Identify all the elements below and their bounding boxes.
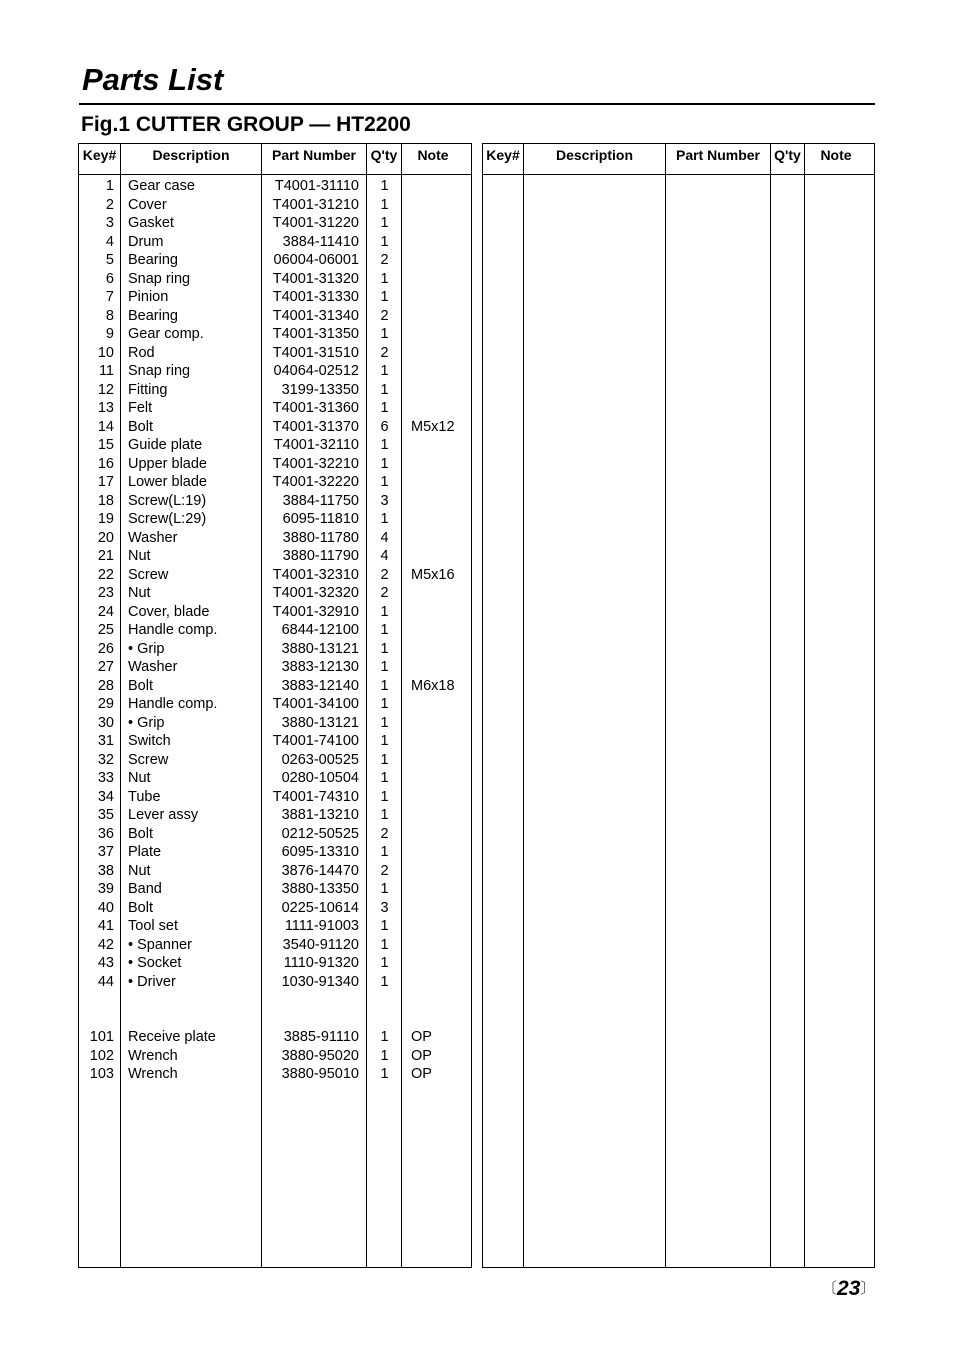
column-divider <box>523 144 524 1267</box>
table-row <box>79 603 471 622</box>
parts-table-left <box>78 143 472 1268</box>
row-description: Nut <box>128 862 151 879</box>
row-key: 23 <box>97 585 114 601</box>
row-qty: 1 <box>380 955 389 971</box>
row-qty: 4 <box>380 529 389 546</box>
row-key: 33 <box>97 770 114 786</box>
row-part-number: T4001-31320 <box>272 270 359 287</box>
row-key: 2 <box>105 196 114 213</box>
row-qty: 1 <box>380 215 389 231</box>
title-rule <box>79 103 875 105</box>
header-part-number: Part Number <box>675 147 761 163</box>
row-qty: 3 <box>380 899 389 916</box>
row-qty: 1 <box>380 363 389 379</box>
row-key: 6 <box>105 270 114 287</box>
row-part-number: 1110-91320 <box>283 955 359 971</box>
row-qty: 2 <box>380 252 389 268</box>
table-row <box>79 288 471 307</box>
row-qty: 1 <box>380 326 389 342</box>
row-note: M5x12 <box>411 418 455 435</box>
row-qty: 3 <box>380 492 389 509</box>
row-description: Screw(L:29) <box>128 511 207 527</box>
table-row <box>79 492 471 511</box>
row-key: 29 <box>97 696 114 712</box>
row-part-number: 6095-11810 <box>282 511 359 527</box>
row-description: Bearing <box>128 307 178 324</box>
table-row <box>79 695 471 714</box>
row-qty: 1 <box>380 511 389 527</box>
row-description: Switch <box>128 733 171 749</box>
row-key: 19 <box>97 511 114 527</box>
row-key: 42 <box>97 936 114 953</box>
row-part-number: 3883-12130 <box>281 659 359 675</box>
row-part-number: T4001-31340 <box>272 307 359 324</box>
row-description: Gear case <box>128 178 195 194</box>
row-part-number: 3880-95010 <box>281 1066 359 1082</box>
column-divider <box>665 144 666 1267</box>
row-qty: 1 <box>380 973 389 990</box>
row-qty: 1 <box>380 622 389 638</box>
row-key: 20 <box>97 529 114 546</box>
row-qty: 1 <box>380 659 389 675</box>
row-description: Bolt <box>128 899 153 916</box>
row-qty: 1 <box>380 807 389 823</box>
table-row <box>79 732 471 751</box>
column-divider <box>770 144 771 1267</box>
row-qty: 2 <box>380 585 389 601</box>
row-description: • Grip <box>128 714 165 731</box>
header-note: Note <box>417 147 449 163</box>
row-part-number: 3884-11750 <box>282 492 359 509</box>
row-key: 4 <box>105 233 114 250</box>
row-part-number: 3881-13210 <box>281 807 359 823</box>
row-qty: 1 <box>380 474 389 490</box>
row-note: M5x16 <box>411 566 455 583</box>
row-part-number: T4001-34100 <box>272 696 359 712</box>
row-key: 16 <box>97 455 114 472</box>
row-part-number: T4001-32220 <box>272 474 359 490</box>
row-description: Lever assy <box>128 807 199 823</box>
row-key: 30 <box>97 714 114 731</box>
row-part-number: 3880-13350 <box>281 881 359 897</box>
row-key: 5 <box>105 252 114 268</box>
row-part-number: T4001-74100 <box>272 733 359 749</box>
row-key: 22 <box>97 566 114 583</box>
row-key: 25 <box>97 622 114 638</box>
row-key: 12 <box>97 381 114 398</box>
row-qty: 2 <box>380 825 389 842</box>
row-part-number: T4001-31370 <box>272 418 359 435</box>
table-row <box>79 566 471 585</box>
table-row <box>79 991 471 1010</box>
row-description: Handle comp. <box>128 696 218 712</box>
table-row <box>79 788 471 807</box>
row-description: Tube <box>128 788 161 805</box>
table-row <box>79 677 471 696</box>
row-key: 37 <box>97 844 114 860</box>
figure-title: Fig.1 CUTTER GROUP — HT2200 <box>81 113 411 136</box>
table-row <box>79 196 471 215</box>
table-row <box>79 177 471 196</box>
row-key: 31 <box>97 733 114 749</box>
row-part-number: T4001-31360 <box>272 400 359 416</box>
row-key: 26 <box>97 640 114 657</box>
row-part-number: T4001-31510 <box>272 344 359 361</box>
table-row <box>79 362 471 381</box>
row-key: 18 <box>97 492 114 509</box>
table-row <box>79 862 471 881</box>
table-row <box>79 344 471 363</box>
row-key: 14 <box>97 418 114 435</box>
row-part-number: T4001-32320 <box>272 585 359 601</box>
table-row <box>79 584 471 603</box>
table-row <box>79 936 471 955</box>
row-description: Snap ring <box>128 363 191 379</box>
table-row <box>79 529 471 548</box>
row-key: 36 <box>97 825 114 842</box>
row-description: Bolt <box>128 677 153 694</box>
row-part-number: T4001-31350 <box>272 326 359 342</box>
header-qty: Q'ty <box>370 147 398 163</box>
row-qty: 1 <box>380 770 389 786</box>
table-row <box>79 510 471 529</box>
row-part-number: 3883-12140 <box>281 677 359 694</box>
row-qty: 1 <box>380 233 389 250</box>
row-key: 7 <box>105 289 114 305</box>
row-description: Gear comp. <box>128 326 204 342</box>
row-part-number: 3885-91110 <box>283 1029 359 1045</box>
row-part-number: 3880-13121 <box>281 640 359 657</box>
header-description: Description <box>555 147 633 163</box>
row-description: Nut <box>128 548 151 564</box>
row-part-number: 3199-13350 <box>281 381 359 398</box>
row-description: Upper blade <box>128 455 207 472</box>
row-description: Guide plate <box>128 437 203 453</box>
row-description: Fitting <box>128 381 168 398</box>
row-qty: 6 <box>380 418 389 435</box>
row-part-number: 1111-91003 <box>284 918 359 934</box>
row-part-number: 1030-91340 <box>281 973 359 990</box>
bracket-right: 〕 <box>860 1280 876 1297</box>
page-number-value: 23 <box>837 1277 861 1300</box>
table-row <box>79 381 471 400</box>
row-qty: 1 <box>380 196 389 213</box>
header-key: Key# <box>82 147 117 163</box>
row-key: 11 <box>98 363 114 379</box>
row-key: 103 <box>89 1066 114 1082</box>
table-row <box>79 658 471 677</box>
row-qty: 1 <box>380 936 389 953</box>
row-description: Plate <box>128 844 162 860</box>
table-row <box>79 1010 471 1029</box>
row-description: Cover, blade <box>128 603 210 620</box>
row-key: 41 <box>97 918 114 934</box>
row-key: 10 <box>97 344 114 361</box>
row-description: • Socket <box>128 955 182 971</box>
row-note: OP <box>411 1029 432 1045</box>
row-key: 39 <box>97 881 114 897</box>
row-qty: 1 <box>380 640 389 657</box>
table-row <box>79 251 471 270</box>
row-key: 101 <box>89 1029 114 1045</box>
row-part-number: T4001-32910 <box>272 603 359 620</box>
row-description: Nut <box>128 585 151 601</box>
row-description: • Driver <box>128 973 176 990</box>
row-part-number: 3880-95020 <box>281 1047 359 1064</box>
row-description: Wrench <box>128 1047 178 1064</box>
row-description: Washer <box>128 529 178 546</box>
table-row <box>79 547 471 566</box>
table-row <box>79 769 471 788</box>
row-key: 43 <box>97 955 114 971</box>
row-key: 9 <box>105 326 114 342</box>
row-description: Bolt <box>128 825 153 842</box>
parts-table-right <box>482 143 875 1268</box>
row-part-number: 3884-11410 <box>282 233 359 250</box>
table-row <box>79 436 471 455</box>
row-qty: 1 <box>380 881 389 897</box>
table-row <box>79 1028 471 1047</box>
row-note: M6x18 <box>411 677 455 694</box>
row-part-number: T4001-31210 <box>272 196 359 213</box>
row-description: • Spanner <box>128 936 192 953</box>
row-part-number: 3540-91120 <box>282 936 359 953</box>
row-qty: 1 <box>380 289 389 305</box>
header-divider <box>483 174 874 175</box>
table-row <box>79 954 471 973</box>
row-part-number: 6095-13310 <box>281 844 359 860</box>
row-part-number: T4001-31330 <box>272 289 359 305</box>
header-description: Description <box>152 147 230 163</box>
row-description: Snap ring <box>128 270 191 287</box>
row-description: Lower blade <box>128 474 207 490</box>
table-row <box>79 880 471 899</box>
table-row <box>79 399 471 418</box>
header-divider <box>79 174 471 175</box>
row-qty: 2 <box>380 344 389 361</box>
row-description: Pinion <box>128 289 169 305</box>
row-qty: 1 <box>380 437 389 453</box>
row-part-number: T4001-32210 <box>272 455 359 472</box>
row-qty: 1 <box>380 1029 389 1045</box>
table-row <box>79 751 471 770</box>
row-description: Tool set <box>128 918 178 934</box>
row-description: Bearing <box>128 252 178 268</box>
row-key: 21 <box>97 548 114 564</box>
row-key: 34 <box>97 788 114 805</box>
row-description: Rod <box>128 344 155 361</box>
row-part-number: T4001-74310 <box>272 788 359 805</box>
row-qty: 1 <box>380 696 389 712</box>
row-note: OP <box>411 1066 432 1082</box>
row-part-number: 3880-13121 <box>281 714 359 731</box>
header-part-number: Part Number <box>271 147 357 163</box>
table-row <box>79 640 471 659</box>
row-qty: 2 <box>380 307 389 324</box>
row-qty: 1 <box>380 455 389 472</box>
table-row <box>79 621 471 640</box>
row-qty: 1 <box>380 178 389 194</box>
row-description: Handle comp. <box>128 622 218 638</box>
row-qty: 1 <box>380 381 389 398</box>
row-qty: 1 <box>380 751 389 768</box>
row-part-number: 0263-00525 <box>281 751 359 768</box>
table-row <box>79 843 471 862</box>
row-qty: 2 <box>380 566 389 583</box>
row-key: 32 <box>97 751 114 768</box>
row-description: Cover <box>128 196 167 213</box>
row-qty: 4 <box>380 548 389 564</box>
row-description: Wrench <box>128 1066 178 1082</box>
row-key: 38 <box>97 862 114 879</box>
row-qty: 1 <box>380 1047 389 1064</box>
row-note: OP <box>411 1047 432 1064</box>
row-qty: 2 <box>380 862 389 879</box>
row-key: 1 <box>105 178 114 194</box>
header-key: Key# <box>486 147 520 163</box>
row-part-number: T4001-32310 <box>272 566 359 583</box>
row-key: 28 <box>97 677 114 694</box>
row-key: 17 <box>97 474 114 490</box>
row-description: Washer <box>128 659 178 675</box>
row-key: 35 <box>97 807 114 823</box>
table-row <box>79 973 471 992</box>
row-description: • Grip <box>128 640 165 657</box>
row-key: 15 <box>97 437 114 453</box>
row-description: Screw(L:19) <box>128 492 207 509</box>
table-row <box>79 917 471 936</box>
row-part-number: T4001-31110 <box>274 178 359 194</box>
row-description: Drum <box>128 233 164 250</box>
row-key: 40 <box>97 899 114 916</box>
row-description: Bolt <box>128 418 153 435</box>
row-part-number: 3880-11790 <box>282 548 359 564</box>
row-qty: 1 <box>380 844 389 860</box>
table-row <box>79 473 471 492</box>
row-part-number: T4001-32110 <box>273 437 359 453</box>
table-row <box>79 418 471 437</box>
table-row <box>79 825 471 844</box>
table-row <box>79 1047 471 1066</box>
row-key: 27 <box>97 659 114 675</box>
row-qty: 1 <box>380 714 389 731</box>
page-title: Parts List <box>82 62 224 97</box>
row-qty: 1 <box>380 733 389 749</box>
row-description: Screw <box>128 566 169 583</box>
row-part-number: 04064-02512 <box>273 363 359 379</box>
row-part-number: 6844-12100 <box>281 622 359 638</box>
row-part-number: 3880-11780 <box>282 529 359 546</box>
row-qty: 1 <box>380 400 389 416</box>
row-qty: 1 <box>380 788 389 805</box>
row-description: Screw <box>128 751 169 768</box>
row-description: Band <box>128 881 162 897</box>
row-part-number: T4001-31220 <box>272 215 359 231</box>
table-row <box>79 214 471 233</box>
row-description: Felt <box>128 400 153 416</box>
page-number <box>822 1276 875 1302</box>
row-part-number: 0280-10504 <box>281 770 359 786</box>
row-qty: 1 <box>380 270 389 287</box>
row-description: Nut <box>128 770 151 786</box>
row-qty: 1 <box>380 677 389 694</box>
table-row <box>79 806 471 825</box>
row-part-number: 3876-14470 <box>281 862 359 879</box>
row-key: 8 <box>105 307 114 324</box>
row-description: Receive plate <box>128 1029 216 1045</box>
row-part-number: 0212-50525 <box>281 825 359 842</box>
row-key: 24 <box>97 603 114 620</box>
table-row <box>79 233 471 252</box>
row-qty: 1 <box>380 603 389 620</box>
table-row <box>79 1065 471 1084</box>
row-description: Gasket <box>128 215 174 231</box>
table-row <box>79 714 471 733</box>
row-key: 102 <box>89 1047 114 1064</box>
row-qty: 1 <box>380 1066 389 1082</box>
table-row <box>79 307 471 326</box>
row-part-number: 06004-06001 <box>273 252 359 268</box>
bracket-left: 〔 <box>822 1280 838 1297</box>
table-row <box>79 455 471 474</box>
header-note: Note <box>820 147 852 163</box>
table-row <box>79 325 471 344</box>
row-qty: 1 <box>380 918 389 934</box>
column-divider <box>804 144 805 1267</box>
row-key: 13 <box>97 400 114 416</box>
table-row <box>79 899 471 918</box>
header-qty: Q'ty <box>774 147 801 163</box>
table-row <box>79 270 471 289</box>
row-key: 3 <box>105 215 114 231</box>
row-key: 44 <box>97 973 114 990</box>
row-part-number: 0225-10614 <box>281 899 359 916</box>
